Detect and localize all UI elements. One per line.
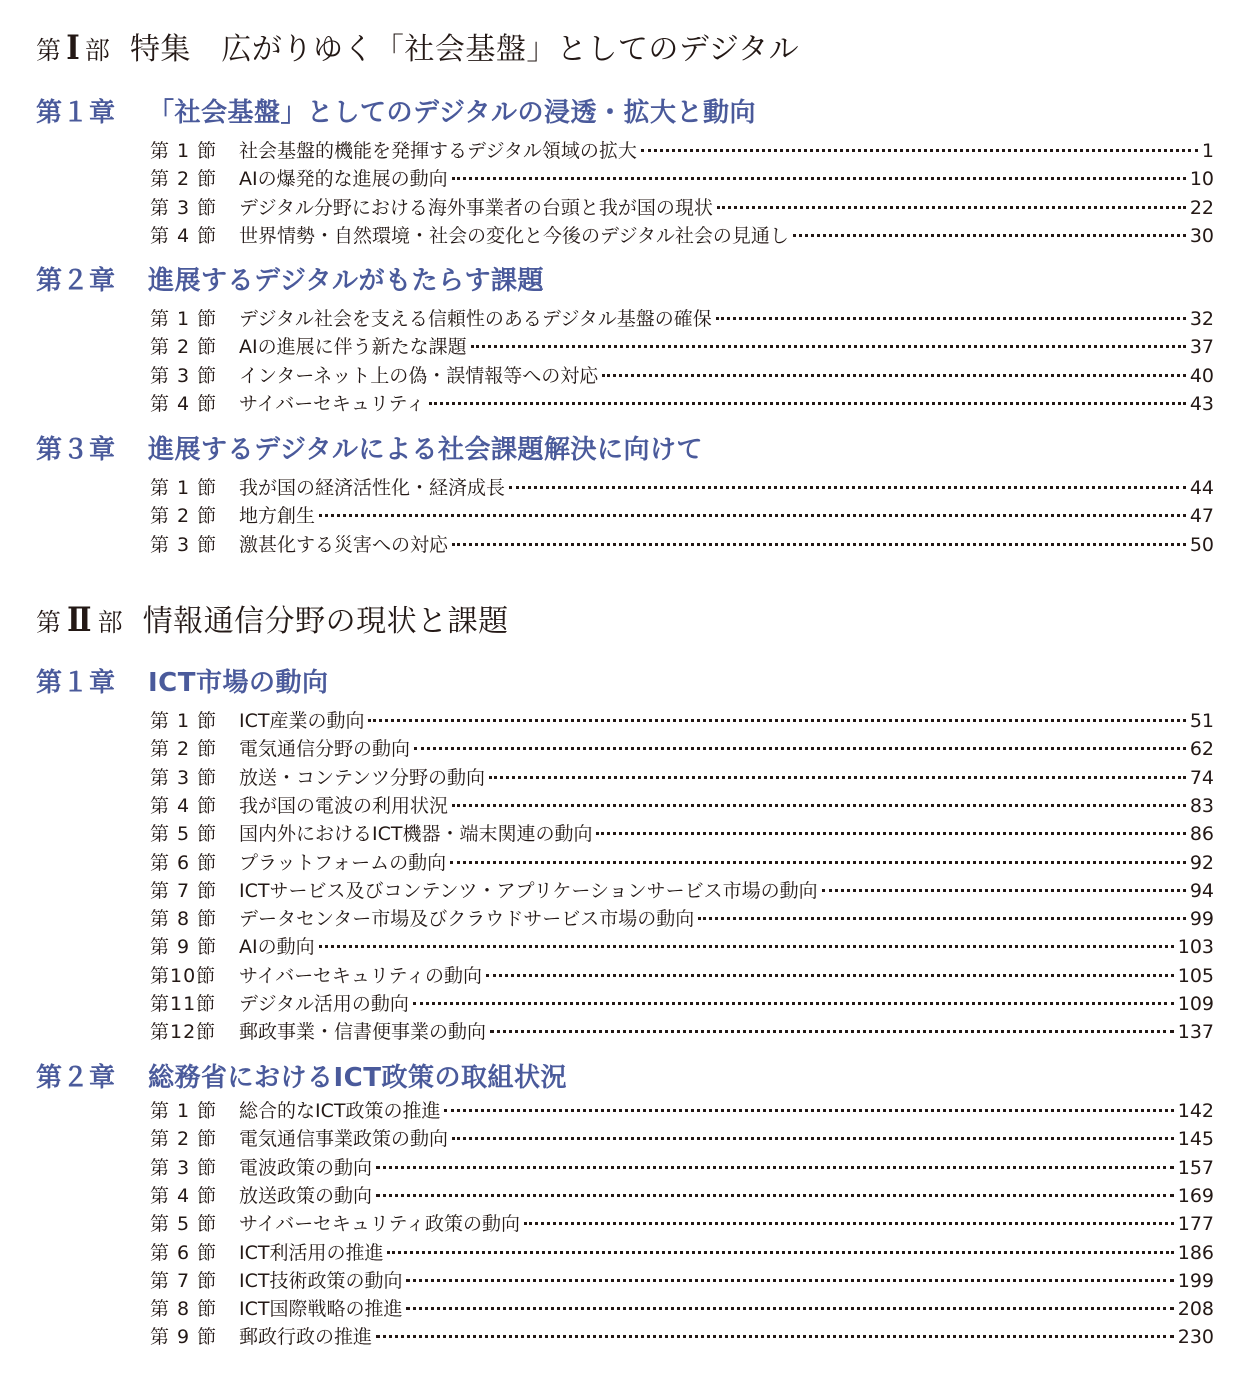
dot-leader	[486, 974, 1174, 977]
toc-entry[interactable]	[150, 876, 1214, 904]
section-label: 第 4 節	[150, 794, 218, 817]
toc-entry[interactable]	[150, 1124, 1214, 1152]
dot-leader	[596, 832, 1185, 835]
dot-leader	[698, 917, 1186, 920]
toc-entry[interactable]	[150, 1096, 1214, 1124]
dot-leader	[414, 747, 1186, 750]
page-number: 105	[1177, 964, 1214, 987]
toc-entry[interactable]	[150, 304, 1214, 332]
dot-leader	[406, 1307, 1173, 1310]
dot-leader	[406, 1279, 1173, 1282]
section-title: 電気通信事業政策の動向	[239, 1128, 449, 1151]
dot-leader	[450, 861, 1186, 864]
chapter-label: 第２章	[36, 1063, 116, 1093]
dot-leader	[413, 1002, 1174, 1005]
part-heading	[36, 596, 509, 640]
toc-entry[interactable]	[150, 193, 1214, 221]
section-title: AIの動向	[239, 936, 315, 959]
dot-leader	[641, 149, 1198, 152]
section-title: プラットフォームの動向	[239, 851, 447, 874]
toc-entry[interactable]	[150, 848, 1214, 876]
page-number: 230	[1177, 1326, 1214, 1349]
section-title: インターネット上の偽・誤情報等への対応	[239, 364, 599, 387]
toc-entry[interactable]	[150, 530, 1214, 558]
dot-leader	[376, 1166, 1174, 1169]
chapter-title: 進展するデジタルがもたらす課題	[148, 266, 544, 296]
toc-entry[interactable]	[150, 1238, 1214, 1266]
section-title: 国内外におけるICT機器・端末関連の動向	[239, 823, 593, 846]
dot-leader	[471, 345, 1186, 348]
section-label: 第 3 節	[150, 533, 218, 556]
section-title: 放送政策の動向	[239, 1184, 373, 1207]
page-number: 51	[1189, 710, 1214, 732]
page-number: 186	[1177, 1241, 1214, 1264]
section-label: 第 1 節	[150, 710, 218, 732]
toc-entry[interactable]	[150, 361, 1214, 389]
page-number: 157	[1177, 1156, 1214, 1179]
section-label: 第 6 節	[150, 1241, 218, 1264]
part-label-prefix: 第	[36, 608, 62, 637]
section-label: 第 3 節	[150, 364, 218, 387]
dot-leader	[452, 1137, 1174, 1140]
toc-entry[interactable]	[150, 1153, 1214, 1181]
toc-entry[interactable]	[150, 734, 1214, 762]
section-label: 第 2 節	[150, 336, 218, 359]
section-label: 第 5 節	[150, 1213, 218, 1236]
section-label: 第11節	[150, 993, 217, 1015]
section-title: 地方創生	[239, 505, 316, 528]
chapter-label: 第１章	[36, 98, 116, 128]
section-label: 第 8 節	[150, 1298, 218, 1321]
toc-entry[interactable]	[150, 961, 1214, 989]
page-number: 169	[1177, 1184, 1214, 1207]
toc-entry[interactable]	[150, 763, 1214, 791]
dot-leader	[716, 317, 1186, 320]
page-number: 137	[1177, 1021, 1214, 1044]
section-title: ICT利活用の推進	[239, 1241, 384, 1264]
section-label: 第 1 節	[150, 477, 218, 499]
page-number: 62	[1189, 738, 1214, 761]
page-number: 86	[1189, 823, 1214, 846]
toc-entry[interactable]	[150, 932, 1214, 960]
section-title: デジタル分野における海外事業者の台頭と我が国の現状	[239, 196, 713, 219]
page-number: 43	[1189, 392, 1214, 415]
page-number: 32	[1189, 308, 1214, 330]
dot-leader	[368, 719, 1185, 722]
section-label: 第 3 節	[150, 1156, 218, 1179]
section-title: 電波政策の動向	[239, 1156, 373, 1179]
section-label: 第 1 節	[150, 308, 218, 330]
part-label-suffix: 部	[84, 36, 110, 65]
part-label-suffix: 部	[97, 608, 123, 637]
dot-leader	[822, 889, 1186, 892]
toc-entry[interactable]	[150, 904, 1214, 932]
section-title: 社会基盤的機能を発揮するデジタル領域の拡大	[239, 140, 637, 162]
toc-entry[interactable]	[150, 332, 1214, 360]
section-label: 第 2 節	[150, 1128, 218, 1151]
page-number: 103	[1177, 936, 1214, 959]
page-number: 99	[1189, 908, 1214, 931]
dot-leader	[717, 206, 1186, 209]
dot-leader	[376, 1335, 1174, 1338]
section-title: サイバーセキュリティ政策の動向	[239, 1213, 521, 1236]
section-title: AIの進展に伴う新たな課題	[239, 336, 467, 359]
section-label: 第 2 節	[150, 505, 218, 528]
toc-entry[interactable]	[150, 819, 1214, 847]
section-label: 第 9 節	[150, 1326, 218, 1349]
section-title: 激甚化する災害への対応	[239, 533, 449, 556]
toc-entry[interactable]	[150, 989, 1214, 1017]
dot-leader	[452, 543, 1186, 546]
section-label: 第 6 節	[150, 851, 218, 874]
page-number: 94	[1189, 879, 1214, 902]
section-label: 第 3 節	[150, 196, 218, 219]
dot-leader	[793, 234, 1186, 237]
section-title: デジタル活用の動向	[239, 993, 409, 1015]
section-title: ICT技術政策の動向	[239, 1269, 403, 1292]
section-label: 第 2 節	[150, 738, 218, 761]
toc-entry[interactable]	[150, 1294, 1214, 1322]
chapter-heading[interactable]	[36, 92, 756, 128]
toc-entry[interactable]	[150, 1209, 1214, 1237]
dot-leader	[319, 945, 1174, 948]
toc-entry[interactable]	[150, 1266, 1214, 1294]
toc-entry[interactable]	[150, 501, 1214, 529]
toc-entry[interactable]	[150, 1322, 1214, 1350]
page-number: 74	[1189, 766, 1214, 789]
section-label: 第 4 節	[150, 1184, 218, 1207]
dot-leader	[524, 1222, 1174, 1225]
chapter-title: 進展するデジタルによる社会課題解決に向けて	[148, 435, 703, 465]
page-number: 177	[1177, 1213, 1214, 1236]
section-title: 郵政行政の推進	[239, 1326, 373, 1349]
section-label: 第 7 節	[150, 879, 218, 902]
section-title: サイバーセキュリティの動向	[239, 964, 483, 987]
section-title: 我が国の電波の利用状況	[239, 794, 449, 817]
section-title: 電気通信分野の動向	[239, 738, 411, 761]
page-number: 92	[1189, 851, 1214, 874]
dot-leader	[452, 804, 1186, 807]
dot-leader	[387, 1251, 1173, 1254]
page-number: 44	[1189, 477, 1214, 499]
section-title: ICTサービス及びコンテンツ・アプリケーションサービス市場の動向	[239, 879, 818, 902]
section-label: 第 2 節	[150, 168, 218, 191]
toc-entry[interactable]	[150, 473, 1214, 501]
page-number: 109	[1177, 993, 1214, 1015]
page-number: 47	[1189, 505, 1214, 528]
section-label: 第 4 節	[150, 392, 218, 415]
dot-leader	[376, 1194, 1174, 1197]
part-title: 特集 広がりゆく「社会基盤」としてのデジタル	[129, 32, 800, 67]
page-number: 22	[1189, 196, 1214, 219]
part-label-prefix: 第	[36, 36, 62, 65]
section-title: データセンター市場及びクラウドサービス市場の動向	[239, 908, 695, 931]
dot-leader	[319, 514, 1186, 517]
section-title: デジタル社会を支える信頼性のあるデジタル基盤の確保	[239, 308, 712, 330]
page-number: 145	[1177, 1128, 1214, 1151]
chapter-label: 第１章	[36, 668, 116, 698]
section-label: 第 8 節	[150, 908, 218, 931]
toc-entry[interactable]	[150, 1181, 1214, 1209]
toc-entry[interactable]	[150, 389, 1214, 417]
section-label: 第 1 節	[150, 140, 218, 162]
page-number: 37	[1189, 336, 1214, 359]
toc-entry[interactable]	[150, 706, 1214, 734]
chapter-title: ICT市場の動向	[148, 668, 329, 698]
section-label: 第12節	[150, 1021, 217, 1044]
toc-entry[interactable]	[150, 221, 1214, 249]
section-title: 世界情勢・自然環境・社会の変化と今後のデジタル社会の見通し	[239, 224, 789, 247]
chapter-heading[interactable]	[36, 260, 544, 296]
section-label: 第 1 節	[150, 1100, 218, 1122]
dot-leader	[509, 486, 1186, 489]
dot-leader	[429, 402, 1186, 405]
section-title: 放送・コンテンツ分野の動向	[239, 766, 486, 789]
section-label: 第10節	[150, 964, 217, 987]
section-title: 我が国の経済活性化・経済成長	[239, 477, 506, 499]
chapter-label: 第３章	[36, 435, 116, 465]
page-number: 1	[1201, 140, 1214, 162]
part-heading	[36, 24, 799, 68]
part-number: Ⅱ	[67, 600, 92, 640]
chapter-title: 総務省におけるICT政策の取組状況	[148, 1063, 567, 1093]
chapter-heading[interactable]	[36, 429, 703, 465]
part-number: Ⅰ	[66, 28, 80, 68]
section-label: 第 3 節	[150, 766, 218, 789]
toc-entry[interactable]	[150, 136, 1214, 164]
toc-entry[interactable]	[150, 1017, 1214, 1045]
section-title: ICT産業の動向	[239, 710, 365, 732]
section-label: 第 4 節	[150, 224, 218, 247]
section-title: サイバーセキュリティ	[239, 392, 426, 415]
page-number: 10	[1189, 168, 1214, 191]
part-title: 情報通信分野の現状と課題	[142, 604, 509, 639]
chapter-heading[interactable]	[36, 662, 329, 698]
chapter-title: 「社会基盤」としてのデジタルの浸透・拡大と動向	[148, 98, 756, 128]
section-label: 第 9 節	[150, 936, 218, 959]
dot-leader	[444, 1109, 1173, 1112]
page-number: 208	[1177, 1298, 1214, 1321]
chapter-label: 第２章	[36, 266, 116, 296]
page-number: 40	[1189, 364, 1214, 387]
toc-entry[interactable]	[150, 791, 1214, 819]
page-number: 83	[1189, 794, 1214, 817]
section-title: ICT国際戦略の推進	[239, 1298, 403, 1321]
page-number: 199	[1177, 1269, 1214, 1292]
section-title: AIの爆発的な進展の動向	[239, 168, 448, 191]
dot-leader	[602, 374, 1186, 377]
dot-leader	[490, 1030, 1174, 1033]
toc-entry[interactable]	[150, 164, 1214, 192]
section-title: 総合的なICT政策の推進	[239, 1100, 441, 1122]
section-label: 第 7 節	[150, 1269, 218, 1292]
page-number: 30	[1189, 224, 1214, 247]
dot-leader	[452, 177, 1186, 180]
page-number: 50	[1189, 533, 1214, 556]
section-label: 第 5 節	[150, 823, 218, 846]
page-number: 142	[1177, 1100, 1214, 1122]
chapter-heading[interactable]	[36, 1057, 567, 1093]
dot-leader	[489, 776, 1186, 779]
section-title: 郵政事業・信書便事業の動向	[239, 1021, 487, 1044]
